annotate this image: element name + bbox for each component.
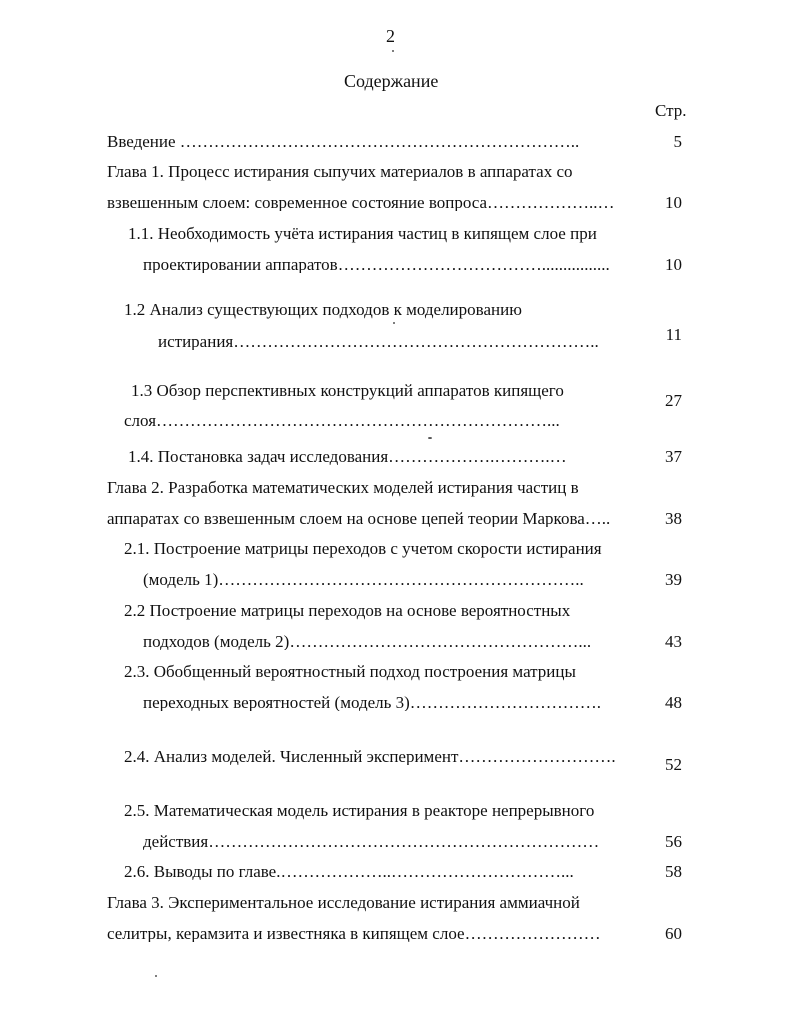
toc-entry-2-2-cont: подходов (модель 2)……………………………………………... [143, 633, 592, 650]
toc-entry-2-5: 2.5. Математическая модель истирания в реакторе непрерывного [124, 801, 595, 820]
page-title: Содержание [344, 71, 439, 91]
toc-page-1-4: 37 [665, 447, 682, 466]
page-column-header: Стр. [655, 101, 687, 120]
toc-entry-1-1-cont: проектировании аппаратов………………………………................ [143, 256, 610, 273]
toc-entry-chapter-3: Глава 3. Экспериментальное исследование истирания аммиачной [107, 893, 580, 912]
toc-page-1-3: 27 [665, 391, 682, 410]
scan-speck [428, 437, 432, 439]
toc-entry-chapter-1: Глава 1. Процесс истирания сыпучих материалов в аппаратах со [107, 162, 573, 181]
scan-speck [392, 50, 394, 52]
toc-page-1-1: 10 [665, 255, 682, 274]
toc-entry-1-3-cont: слоя……………………………………………………………... [124, 412, 560, 429]
toc-entry-2-4: 2.4. Анализ моделей. Численный эксперимент………………………. [124, 748, 616, 765]
toc-entry-2-3: 2.3. Обобщенный вероятностный подход построения матрицы [124, 662, 576, 681]
toc-entry-2-2: 2.2 Построение матрицы переходов на основе вероятностных [124, 601, 571, 620]
toc-page-2-5: 56 [665, 832, 682, 851]
page-number: 2 [386, 26, 395, 46]
toc-entry-1-3: 1.3 Обзор перспективных конструкций аппаратов кипящего [131, 381, 564, 400]
toc-entry-chapter-1-cont: взвешенным слоем: современное состояние вопроса………………..… [107, 194, 615, 211]
toc-entry-1-1: 1.1. Необходимость учёта истирания частиц в кипящем слое при [128, 224, 597, 243]
toc-entry-2-5-cont: действия…………………………………………………………… [143, 833, 600, 850]
toc-page-2-2: 43 [665, 632, 682, 651]
toc-page-1-2: 11 [665, 325, 682, 344]
toc-entry-2-1: 2.1. Построение матрицы переходов с учетом скорости истирания [124, 539, 602, 558]
toc-page-2-4: 52 [665, 755, 682, 774]
toc-entry-1-4: 1.4. Постановка задач исследования……………….……….… [128, 448, 567, 465]
toc-entry-chapter-2: Глава 2. Разработка математических моделей истирания частиц в [107, 478, 579, 497]
scan-speck [155, 975, 157, 977]
toc-entry-2-6: 2.6. Выводы по главе.………………..…………………………... [124, 863, 574, 880]
toc-page-2-6: 58 [665, 862, 682, 881]
toc-entry-chapter-3-cont: селитры, керамзита и известняка в кипящем слое…………………… [107, 925, 601, 942]
toc-entry-2-1-cont: (модель 1)……………………………………………………….. [143, 571, 584, 588]
toc-page-intro: 5 [673, 132, 682, 151]
toc-entry-intro: Введение …………………………………………………………….. [107, 133, 580, 150]
toc-page-chapter-2: 38 [665, 509, 682, 528]
toc-entry-chapter-2-cont: аппаратах со взвешенным слоем на основе цепей теории Маркова….. [107, 510, 611, 527]
toc-entry-2-3-cont: переходных вероятностей (модель 3)……………………………. [143, 694, 602, 711]
toc-entry-1-2-cont: истирания……………………………………………………….. [158, 333, 599, 350]
toc-page-2-1: 39 [665, 570, 682, 589]
toc-entry-1-2: 1.2 Анализ существующих подходов к моделированию [124, 300, 522, 319]
toc-page-chapter-3: 60 [665, 924, 682, 943]
toc-page-2-3: 48 [665, 693, 682, 712]
toc-page-chapter-1: 10 [665, 193, 682, 212]
scan-speck [393, 322, 395, 324]
